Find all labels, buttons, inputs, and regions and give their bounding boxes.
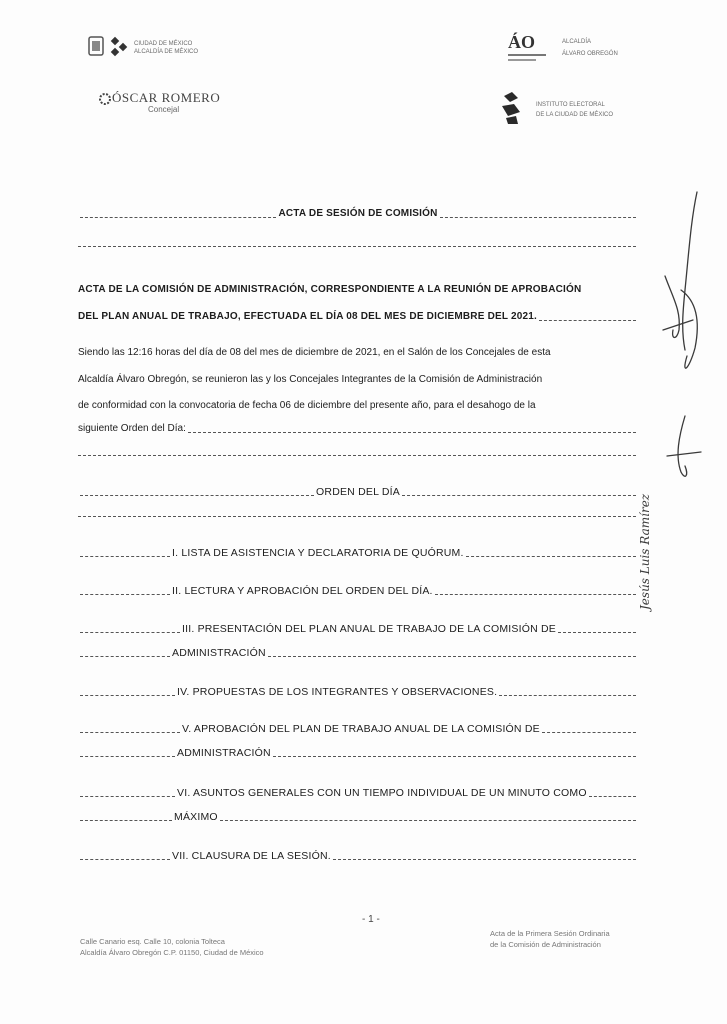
agenda-item-3-cont xyxy=(78,646,638,660)
footer-address-line2: Alcaldía Álvaro Obregón C.P. 01150, Ciudad de México xyxy=(80,948,264,957)
para-line4-row xyxy=(78,422,638,436)
concejal-subtitle: Concejal xyxy=(148,105,180,114)
acta-heading-row xyxy=(78,207,638,221)
agenda-item-6 xyxy=(78,786,638,800)
agenda-item-text: VI. ASUNTOS GENERALES CON UN TIEMPO INDIVIDUAL DE UN MINUTO COMO xyxy=(177,787,587,799)
agenda-item-text: IV. PROPUESTAS DE LOS INTEGRANTES Y OBSERVACIONES. xyxy=(177,686,498,698)
cdmx-logo xyxy=(88,34,228,62)
dash-fill xyxy=(333,859,636,860)
dash-fill xyxy=(80,217,276,218)
margin-signatures xyxy=(645,180,725,700)
agenda-item-text: VII. CLAUSURA DE LA SESIÓN. xyxy=(172,850,331,862)
divider-line xyxy=(78,455,636,456)
dash-fill xyxy=(80,656,170,657)
acta-title-line1: ACTA DE LA COMISIÓN DE ADMINISTRACIÓN, CORRESPONDIENTE A LA REUNIÓN DE APROBACIÓN xyxy=(78,284,582,295)
dash-fill xyxy=(402,495,636,496)
dash-fill xyxy=(80,594,170,595)
dash-fill xyxy=(188,432,636,433)
para-line3: de conformidad con la convocatoria de fecha 06 de diciembre del presente año, para el desahogo de la xyxy=(78,400,536,411)
acta-heading: ACTA DE SESIÓN DE COMISIÓN xyxy=(278,208,438,219)
agenda-item-text: V. APROBACIÓN DEL PLAN DE TRABAJO ANUAL DE LA COMISIÓN DE xyxy=(182,723,540,735)
footer-address-line1: Calle Canario esq. Calle 10, colonia Tolteca xyxy=(80,937,225,946)
svg-text:ÁO: ÁO xyxy=(508,32,535,52)
dash-fill xyxy=(435,594,636,595)
agenda-item-text: III. PRESENTACIÓN DEL PLAN ANUAL DE TRABAJO DE LA COMISIÓN DE xyxy=(182,623,556,635)
signature-scribble-2 xyxy=(667,416,701,476)
page-number: - 1 - xyxy=(362,914,380,925)
agenda-item-5-cont xyxy=(78,746,638,760)
dash-fill xyxy=(220,820,636,821)
divider-line xyxy=(78,246,636,247)
cdmx-logo-line1: CIUDAD DE MÉXICO xyxy=(134,41,193,47)
acta-title-row2 xyxy=(78,310,638,324)
agenda-item-text: II. LECTURA Y APROBACIÓN DEL ORDEN DEL DÍA. xyxy=(172,585,433,597)
agenda-item-text: ADMINISTRACIÓN xyxy=(172,647,266,659)
concejal-name: ÓSCAR ROMERO xyxy=(112,90,221,105)
para-line2: Alcaldía Álvaro Obregón, se reunieron las y los Concejales Integrantes de la Comisión de Administración xyxy=(78,374,543,385)
dash-fill xyxy=(539,320,636,321)
footer-right-line1: Acta de la Primera Sesión Ordinaria xyxy=(490,929,610,938)
dash-fill xyxy=(80,695,175,696)
dash-fill xyxy=(466,556,636,557)
alcaldia-line1: ALCALDÍA xyxy=(562,39,592,45)
footer-right xyxy=(490,928,610,950)
dash-fill xyxy=(80,632,180,633)
dash-fill xyxy=(273,756,636,757)
concejal-logo xyxy=(98,90,228,120)
dash-fill xyxy=(542,732,636,733)
dash-fill xyxy=(268,656,636,657)
agenda-item-6-cont xyxy=(78,810,638,824)
para-line4: siguiente Orden del Día: xyxy=(78,423,186,434)
agenda-item-2 xyxy=(78,584,638,598)
dash-fill xyxy=(440,217,636,218)
agenda-item-4 xyxy=(78,685,638,699)
cdmx-logo-line2: ALCALDÍA DE MÉXICO xyxy=(134,49,199,55)
agenda-item-text: ADMINISTRACIÓN xyxy=(177,747,271,759)
agenda-item-3 xyxy=(78,622,638,636)
para-line1: Siendo las 12:16 horas del día de 08 del mes de diciembre de 2021, en el Salón de los Concejales de esta xyxy=(78,347,551,358)
instituto-line2: DE LA CIUDAD DE MÉXICO xyxy=(536,112,614,118)
cdmx-emblem-icon xyxy=(88,34,132,60)
margin-handwritten-name: Jesús Luis Ramírez xyxy=(638,493,652,610)
agenda-item-7 xyxy=(78,849,638,863)
dash-fill xyxy=(80,556,170,557)
dash-fill xyxy=(80,495,314,496)
dash-fill xyxy=(80,732,180,733)
dash-fill xyxy=(80,820,172,821)
dash-fill xyxy=(80,756,175,757)
star-burst-icon xyxy=(98,92,112,106)
header-logos xyxy=(0,0,727,140)
agenda-item-1 xyxy=(78,546,638,560)
agenda-item-5 xyxy=(78,722,638,736)
orden-heading-row xyxy=(78,485,638,499)
acta-title-line2: DEL PLAN ANUAL DE TRABAJO, EFECTUADA EL DÍA 08 DEL MES DE DICIEMBRE DEL 2021. xyxy=(78,311,537,322)
instituto-line1: INSTITUTO ELECTORAL xyxy=(536,102,605,108)
footer-right-line2: de la Comisión de Administración xyxy=(490,940,601,949)
agenda-item-text: I. LISTA DE ASISTENCIA Y DECLARATORIA DE QUÓRUM. xyxy=(172,547,464,559)
dash-fill xyxy=(499,695,636,696)
instituto-emblem-icon xyxy=(498,90,528,126)
signature-scribble-1 xyxy=(663,192,697,368)
instituto-logo xyxy=(498,90,648,130)
agenda-item-text: MÁXIMO xyxy=(174,811,218,823)
alcaldia-emblem-icon xyxy=(506,30,552,68)
dash-fill xyxy=(80,859,170,860)
alcaldia-line2: ÁLVARO OBREGÓN xyxy=(562,51,618,57)
orden-heading: ORDEN DEL DÍA xyxy=(316,486,400,498)
footer-address xyxy=(80,936,264,958)
divider-line xyxy=(78,516,636,517)
dash-fill xyxy=(558,632,636,633)
alcaldia-logo xyxy=(506,30,646,70)
dash-fill xyxy=(80,796,175,797)
dash-fill xyxy=(589,796,636,797)
